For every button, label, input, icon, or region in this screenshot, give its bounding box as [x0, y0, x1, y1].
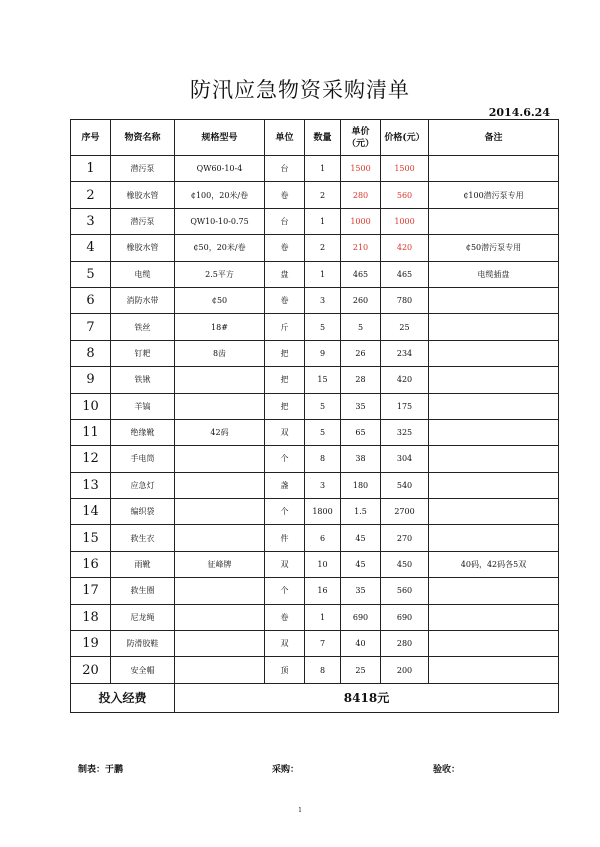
cell-spec [175, 525, 265, 551]
cell-name: 橡胶水管 [111, 235, 175, 261]
header-name: 物资名称 [111, 120, 175, 156]
cell-spec: 征峰牌 [175, 551, 265, 577]
page-number: 1 [298, 807, 302, 814]
cell-no: 11 [71, 419, 111, 445]
cell-name: 潜污泵 [111, 208, 175, 234]
cell-qty: 2 [305, 235, 341, 261]
purchase-list-table [70, 119, 559, 713]
cell-note: 电缆插盘 [429, 261, 559, 287]
table-row [71, 499, 559, 525]
cell-qty: 5 [305, 393, 341, 419]
cell-spec [175, 499, 265, 525]
cell-amount: 1000 [381, 208, 429, 234]
cell-note [429, 472, 559, 498]
cell-unit: 盘 [265, 261, 305, 287]
cell-note [429, 657, 559, 683]
total-value: 8418元 [175, 683, 559, 712]
cell-note [429, 367, 559, 393]
cell-no: 4 [71, 235, 111, 261]
cell-no: 12 [71, 446, 111, 472]
cell-spec: QW60-10-4 [175, 156, 265, 182]
total-row [71, 683, 559, 712]
cell-unit: 卷 [265, 287, 305, 313]
cell-amount: 540 [381, 472, 429, 498]
cell-note [429, 208, 559, 234]
cell-amount: 560 [381, 182, 429, 208]
cell-spec [175, 578, 265, 604]
cell-spec [175, 631, 265, 657]
cell-price: 25 [341, 657, 381, 683]
header-amount: 价格(元） [381, 120, 429, 156]
cell-amount: 1500 [381, 156, 429, 182]
cell-price: 180 [341, 472, 381, 498]
cell-note [429, 446, 559, 472]
cell-price: 45 [341, 551, 381, 577]
footer-maker: 制表：于鹏 [78, 765, 124, 775]
cell-unit: 卷 [265, 604, 305, 630]
cell-unit: 把 [265, 340, 305, 366]
header-unit: 单位 [265, 120, 305, 156]
table-row [71, 340, 559, 366]
table-row [71, 235, 559, 261]
cell-unit: 个 [265, 446, 305, 472]
cell-name: 手电筒 [111, 446, 175, 472]
cell-qty: 8 [305, 657, 341, 683]
cell-name: 羊镐 [111, 393, 175, 419]
cell-note [429, 287, 559, 313]
cell-qty: 9 [305, 340, 341, 366]
cell-no: 13 [71, 472, 111, 498]
cell-name: 安全帽 [111, 657, 175, 683]
cell-name: 绝缘靴 [111, 419, 175, 445]
cell-no: 18 [71, 604, 111, 630]
cell-price: 5 [341, 314, 381, 340]
table-row [71, 604, 559, 630]
cell-amount: 175 [381, 393, 429, 419]
cell-qty: 1 [305, 208, 341, 234]
cell-no: 6 [71, 287, 111, 313]
cell-note [429, 340, 559, 366]
table-row [71, 446, 559, 472]
cell-no: 8 [71, 340, 111, 366]
cell-spec [175, 604, 265, 630]
table-row [71, 578, 559, 604]
cell-spec: 18# [175, 314, 265, 340]
table-row [71, 156, 559, 182]
table-row [71, 182, 559, 208]
cell-qty: 3 [305, 472, 341, 498]
table-row [71, 631, 559, 657]
cell-qty: 15 [305, 367, 341, 393]
cell-unit: 件 [265, 525, 305, 551]
cell-note [429, 578, 559, 604]
cell-no: 2 [71, 182, 111, 208]
table-row [71, 551, 559, 577]
cell-name: 钉耙 [111, 340, 175, 366]
cell-price: 1000 [341, 208, 381, 234]
cell-name: 消防水带 [111, 287, 175, 313]
header-no: 序号 [71, 120, 111, 156]
table-body [71, 156, 559, 684]
cell-note [429, 314, 559, 340]
cell-no: 7 [71, 314, 111, 340]
cell-price: 260 [341, 287, 381, 313]
cell-name: 编织袋 [111, 499, 175, 525]
cell-amount: 560 [381, 578, 429, 604]
cell-unit: 台 [265, 156, 305, 182]
cell-no: 1 [71, 156, 111, 182]
cell-spec: 2.5平方 [175, 261, 265, 287]
cell-price: 65 [341, 419, 381, 445]
cell-spec: QW10-10-0.75 [175, 208, 265, 234]
cell-name: 橡胶水管 [111, 182, 175, 208]
table-row [71, 419, 559, 445]
cell-amount: 270 [381, 525, 429, 551]
cell-note [429, 604, 559, 630]
cell-amount: 690 [381, 604, 429, 630]
cell-amount: 780 [381, 287, 429, 313]
cell-name: 尼龙绳 [111, 604, 175, 630]
cell-name: 应急灯 [111, 472, 175, 498]
cell-qty: 6 [305, 525, 341, 551]
header-row [71, 120, 559, 156]
header-qty: 数量 [305, 120, 341, 156]
table-row [71, 367, 559, 393]
cell-unit: 卷 [265, 235, 305, 261]
table-row [71, 657, 559, 683]
cell-qty: 16 [305, 578, 341, 604]
table-row [71, 393, 559, 419]
cell-note [429, 499, 559, 525]
cell-price: 465 [341, 261, 381, 287]
cell-qty: 5 [305, 314, 341, 340]
cell-name: 防滑胶鞋 [111, 631, 175, 657]
table-row [71, 287, 559, 313]
cell-unit: 盏 [265, 472, 305, 498]
table-row [71, 314, 559, 340]
cell-price: 28 [341, 367, 381, 393]
footer-purchaser: 采购： [272, 765, 300, 775]
cell-qty: 1 [305, 261, 341, 287]
cell-note [429, 631, 559, 657]
cell-no: 10 [71, 393, 111, 419]
cell-qty: 10 [305, 551, 341, 577]
document-date: 2014.6.24 [488, 106, 550, 119]
cell-no: 9 [71, 367, 111, 393]
header-price-line2: （元） [346, 138, 374, 149]
cell-price: 1500 [341, 156, 381, 182]
cell-no: 20 [71, 657, 111, 683]
cell-unit: 台 [265, 208, 305, 234]
cell-amount: 304 [381, 446, 429, 472]
cell-price: 1.5 [341, 499, 381, 525]
cell-unit: 双 [265, 419, 305, 445]
header-price-line1: 单价 [351, 126, 370, 137]
cell-note: ¢100潜污泵专用 [429, 182, 559, 208]
cell-no: 3 [71, 208, 111, 234]
table-row [71, 208, 559, 234]
cell-spec [175, 657, 265, 683]
cell-amount: 280 [381, 631, 429, 657]
cell-unit: 顶 [265, 657, 305, 683]
document-title: 防汛应急物资采购清单 [190, 78, 410, 102]
cell-name: 铁丝 [111, 314, 175, 340]
cell-unit: 个 [265, 578, 305, 604]
cell-qty: 1800 [305, 499, 341, 525]
table-row [71, 472, 559, 498]
cell-unit: 双 [265, 631, 305, 657]
cell-price: 40 [341, 631, 381, 657]
cell-price: 38 [341, 446, 381, 472]
cell-no: 17 [71, 578, 111, 604]
cell-amount: 325 [381, 419, 429, 445]
cell-price: 280 [341, 182, 381, 208]
cell-name: 电缆 [111, 261, 175, 287]
cell-spec [175, 472, 265, 498]
cell-note [429, 393, 559, 419]
cell-note [429, 419, 559, 445]
cell-unit: 把 [265, 393, 305, 419]
cell-amount: 420 [381, 235, 429, 261]
cell-name: 雨靴 [111, 551, 175, 577]
cell-price: 210 [341, 235, 381, 261]
cell-price: 45 [341, 525, 381, 551]
cell-unit: 双 [265, 551, 305, 577]
cell-note: 40码，42码各5双 [429, 551, 559, 577]
total-label: 投入经费 [71, 683, 175, 712]
cell-amount: 420 [381, 367, 429, 393]
cell-spec: ¢50，20米/卷 [175, 235, 265, 261]
cell-price: 35 [341, 578, 381, 604]
header-price [341, 120, 381, 156]
header-note: 备注 [429, 120, 559, 156]
cell-spec [175, 446, 265, 472]
cell-unit: 个 [265, 499, 305, 525]
cell-qty: 1 [305, 604, 341, 630]
cell-no: 5 [71, 261, 111, 287]
cell-price: 690 [341, 604, 381, 630]
cell-no: 15 [71, 525, 111, 551]
cell-qty: 1 [305, 156, 341, 182]
cell-qty: 5 [305, 419, 341, 445]
cell-name: 救生衣 [111, 525, 175, 551]
cell-qty: 8 [305, 446, 341, 472]
cell-amount: 200 [381, 657, 429, 683]
cell-note: ¢50潜污泵专用 [429, 235, 559, 261]
cell-amount: 465 [381, 261, 429, 287]
cell-qty: 3 [305, 287, 341, 313]
footer-checker: 验收： [433, 765, 461, 775]
cell-amount: 2700 [381, 499, 429, 525]
cell-price: 26 [341, 340, 381, 366]
cell-spec [175, 367, 265, 393]
cell-spec: ¢50 [175, 287, 265, 313]
cell-unit: 把 [265, 367, 305, 393]
cell-spec: 42码 [175, 419, 265, 445]
cell-amount: 25 [381, 314, 429, 340]
cell-name: 铁锹 [111, 367, 175, 393]
cell-no: 14 [71, 499, 111, 525]
cell-note [429, 525, 559, 551]
cell-amount: 234 [381, 340, 429, 366]
cell-spec [175, 393, 265, 419]
table-row [71, 261, 559, 287]
cell-unit: 斤 [265, 314, 305, 340]
header-spec: 规格型号 [175, 120, 265, 156]
table-row [71, 525, 559, 551]
cell-amount: 450 [381, 551, 429, 577]
cell-name: 救生圈 [111, 578, 175, 604]
cell-note [429, 156, 559, 182]
cell-qty: 2 [305, 182, 341, 208]
cell-no: 19 [71, 631, 111, 657]
cell-qty: 7 [305, 631, 341, 657]
cell-no: 16 [71, 551, 111, 577]
cell-unit: 卷 [265, 182, 305, 208]
cell-spec: ¢100，20米/卷 [175, 182, 265, 208]
cell-price: 35 [341, 393, 381, 419]
cell-spec: 8齿 [175, 340, 265, 366]
cell-name: 潜污泵 [111, 156, 175, 182]
